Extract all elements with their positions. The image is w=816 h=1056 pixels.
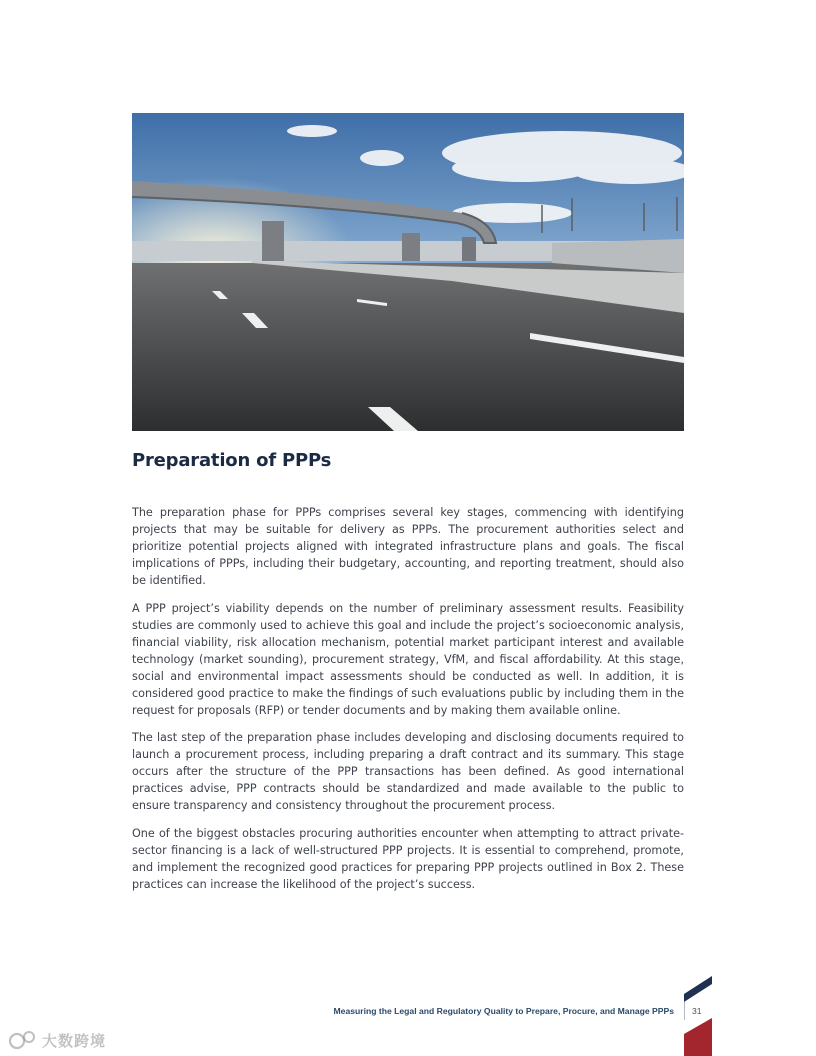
paragraph: The preparation phase for PPPs comprises several key stages, commencing with identifying projects that may be suitable for delivery as PPPs. The procurement authorities select and prioritize potential projects aligned with integrated infrastructure plans and goals. The fiscal implications of PPPs, including their budgetary, accounting, and reporting treatment, should also be identified.	[132, 506, 684, 587]
paragraph: One of the biggest obstacles procuring authorities encounter when attempting to attract private-sector financing is a lack of well-structured PPP projects. It is essential to comprehend, promote, and implement the recognized good practices for preparing PPP projects outlined in Box 2. These practices can increase the likelihood of the project’s success.	[132, 826, 684, 891]
page-number: 31	[692, 1006, 702, 1016]
corner-accent-mark	[684, 976, 712, 1056]
hero-image	[132, 113, 684, 431]
watermark-text: 大数跨境	[42, 1031, 107, 1050]
highway-photo	[132, 113, 684, 431]
section-heading: Preparation of PPPs	[132, 450, 332, 471]
section-body	[132, 504, 684, 903]
watermark	[8, 1028, 106, 1052]
paragraph: A PPP project’s viability depends on the number of preliminary assessment results. Feasibility studies are commonly used to achieve this goal and include the project’s socioeconomic analysis, financial viability, risk allocation mechanism, potential market participant interest and available technology (market sounding), procurement strategy, VfM, and fiscal affordability. At this stage, social and environmental impact assessments should be conducted as well. In addition, it is considered good practice to make the findings of such evaluations public by including them in the request for proposals (RFP) or tender documents and by making them available online.	[132, 601, 684, 717]
watermark-logo-icon	[8, 1029, 38, 1051]
footer-document-title: Measuring the Legal and Regulatory Quality to Prepare, Procure, and Manage PPPs	[333, 1006, 674, 1016]
paragraph: The last step of the preparation phase includes developing and disclosing documents required to launch a procurement process, including preparing a draft contract and its summary. This stage occurs after the structure of the PPP transactions has been defined. As good international practices advise, PPP contracts should be standardized and made available to the public to ensure transparency and consistency throughout the procurement process.	[132, 731, 684, 812]
